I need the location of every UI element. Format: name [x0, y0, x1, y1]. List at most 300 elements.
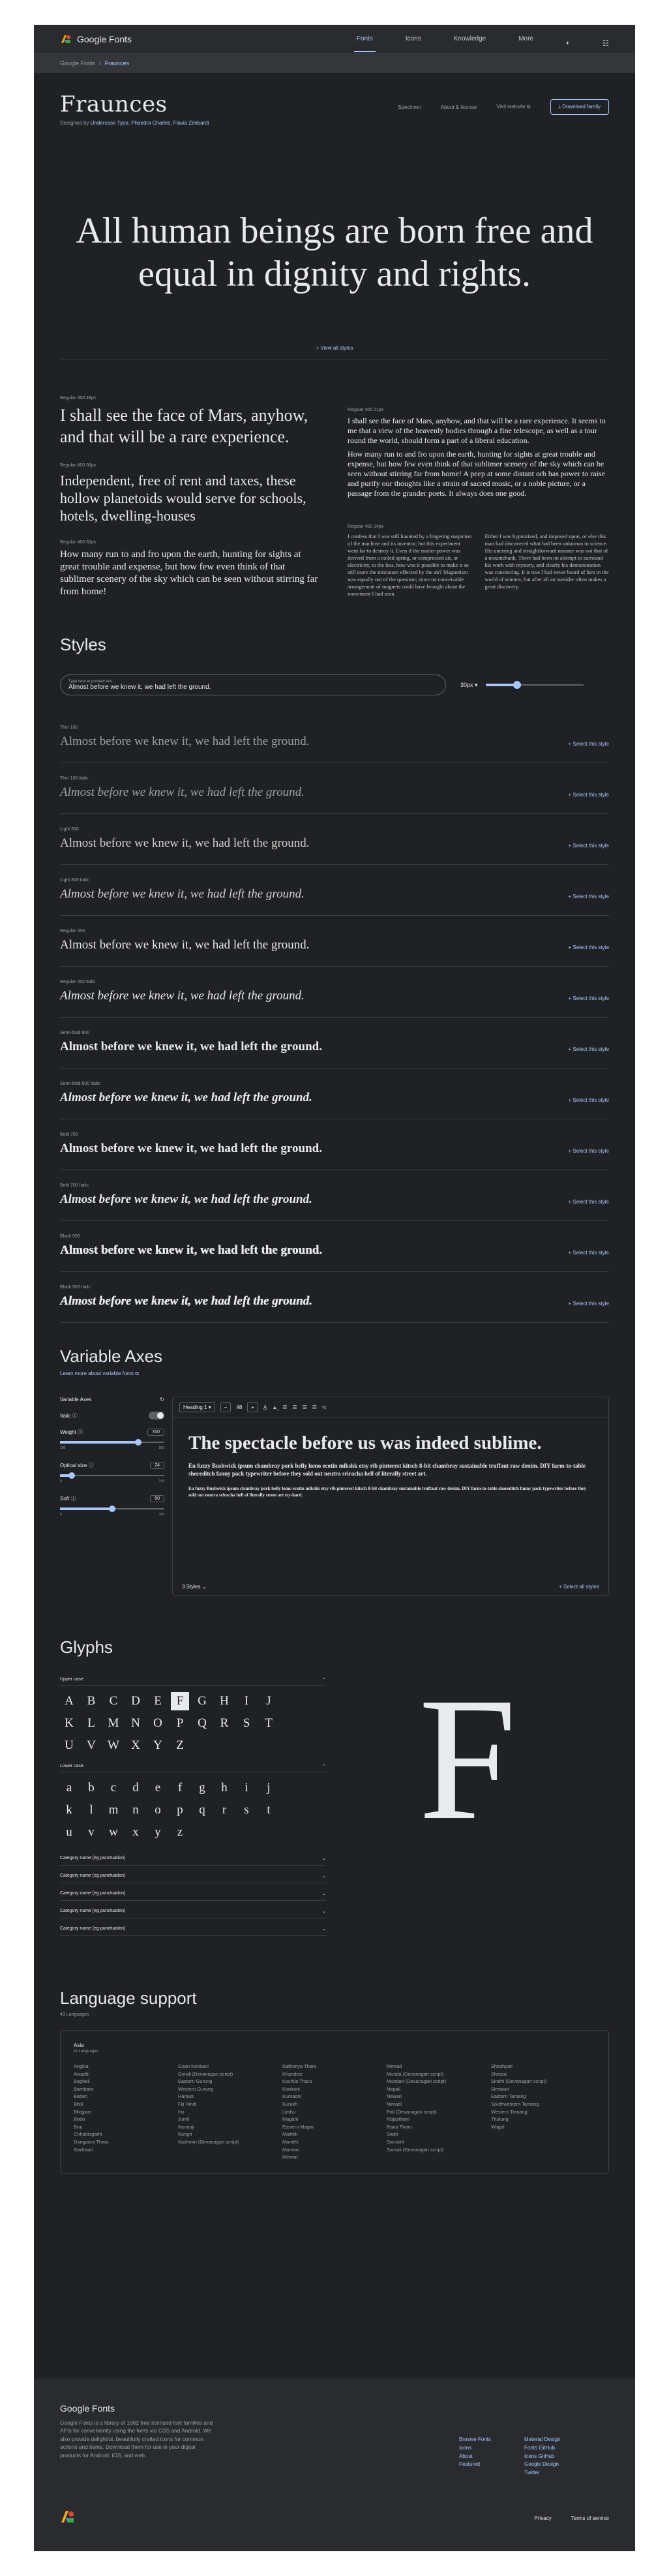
plus-icon: +: [568, 1097, 573, 1103]
glyph-category[interactable]: [60, 1922, 326, 1936]
select-style-label: Select this style: [572, 894, 609, 900]
language-column: [74, 2063, 178, 2161]
glyph-category-label: Category name (eg punctuation): [60, 1926, 126, 1931]
plus-icon: +: [568, 995, 573, 1001]
select-style-button[interactable]: [569, 894, 609, 900]
uppercase-label: Upper case: [60, 1677, 83, 1682]
glyph-cell[interactable]: M: [108, 1716, 119, 1730]
language-item: Garhwali: [74, 2146, 93, 2153]
language-item: Kurukh: [282, 2100, 298, 2107]
variable-axes-panel: [60, 1397, 609, 1596]
language-item: Eastern Tamang: [491, 2093, 526, 2100]
glyphs-section: [34, 1661, 635, 1936]
axes-list: [60, 1429, 164, 1517]
glyph-cell[interactable]: T: [265, 1716, 273, 1730]
select-style-label: Select this style: [572, 1301, 609, 1307]
glyph-cell[interactable]: c: [110, 1781, 117, 1795]
glyph-category[interactable]: [60, 1887, 326, 1901]
glyph-cell[interactable]: k: [66, 1803, 72, 1817]
slider-handle[interactable]: [513, 681, 521, 689]
style-row: [60, 1119, 609, 1170]
language-item: Harauti: [178, 2093, 194, 2100]
glyph-cell[interactable]: S: [243, 1716, 250, 1730]
sample-label: Regular 400 21px: [348, 408, 384, 412]
increase-size-button[interactable]: +: [247, 1402, 258, 1412]
axis-value-input[interactable]: 700: [147, 1429, 164, 1436]
plus-icon: +: [568, 1046, 573, 1052]
axis-slider[interactable]: [60, 1438, 164, 1446]
style-preview: Almost before we knew it, we had left the ground.: [60, 1142, 322, 1155]
glyph-cell[interactable]: N: [131, 1716, 140, 1730]
glyph-cell[interactable]: Q: [198, 1716, 207, 1730]
axis-max: 900: [158, 1446, 164, 1450]
footer-link[interactable]: Fonts GitHub: [524, 2444, 556, 2451]
contrast-icon[interactable]: ◐: [566, 38, 571, 47]
download-label: Download family: [562, 104, 601, 110]
italic-toggle-row: [60, 1412, 164, 1419]
toggle-knob: [157, 1412, 164, 1419]
view-all-styles-button[interactable]: [34, 345, 635, 351]
select-style-button[interactable]: [569, 1301, 609, 1307]
axis-range: [60, 1446, 164, 1450]
info-icon: ⓘ: [72, 1412, 78, 1419]
direction-icon[interactable]: ⇆: [321, 1404, 327, 1410]
font-size-select[interactable]: [460, 682, 478, 689]
glyph-cell[interactable]: v: [88, 1825, 95, 1839]
style-preview: Almost before we knew it, we had left the ground.: [60, 938, 310, 952]
style-preview: Almost before we knew it, we had left the ground.: [60, 887, 305, 901]
select-style-button[interactable]: [569, 1046, 609, 1052]
font-size-slider[interactable]: [486, 680, 584, 690]
language-item: Thulung: [491, 2116, 509, 2123]
decrease-size-button[interactable]: −: [220, 1402, 231, 1412]
slider-fill: [60, 1508, 112, 1510]
glyph-cell[interactable]: G: [198, 1694, 207, 1708]
select-style-button[interactable]: [569, 1250, 609, 1256]
axis-slider[interactable]: [60, 1472, 164, 1479]
plus-icon: +: [568, 1199, 573, 1205]
select-style-label: Select this style: [572, 1250, 609, 1256]
sample-label: Regular 400 48px: [60, 396, 97, 401]
glyph-category[interactable]: [60, 1905, 326, 1918]
axis-control: [60, 1462, 164, 1483]
glyph-cell[interactable]: C: [109, 1694, 118, 1708]
designer-names[interactable]: Undercase Type, Phaedra Charles, Flavia Zimbardi: [90, 120, 209, 126]
axis-name: [60, 1462, 94, 1469]
footer: [34, 2378, 635, 2551]
glyph-cell[interactable]: p: [177, 1803, 183, 1817]
samples-right: [348, 396, 609, 598]
footer-link[interactable]: Icons GitHub: [524, 2453, 555, 2459]
align-right-icon[interactable]: ☰: [302, 1404, 307, 1410]
font-size-value: 30px: [460, 681, 473, 688]
legal-links: [535, 2515, 609, 2521]
axis-min: 0: [60, 1513, 62, 1517]
style-name: Semi-bold 600: [60, 1031, 90, 1035]
plus-icon: +: [558, 1584, 562, 1590]
style-row: [60, 763, 609, 814]
footer-links: [459, 2436, 589, 2478]
sample-label: Regular 400 14px: [348, 524, 384, 529]
styles-list: [34, 712, 635, 1323]
select-style-button[interactable]: [569, 1148, 609, 1154]
glyph-cell[interactable]: V: [87, 1738, 96, 1752]
language-item: Khandesi: [282, 2070, 303, 2077]
uppercase-grid: [60, 1686, 326, 1761]
preview-field-label: Type here to preview text: [68, 679, 113, 684]
glyph-cell[interactable]: g: [199, 1781, 205, 1795]
slider-handle[interactable]: [135, 1439, 141, 1446]
axis-value-input[interactable]: 50: [150, 1495, 164, 1502]
size-value: 48: [236, 1404, 243, 1410]
language-item: Mewati: [387, 2063, 402, 2069]
chevron-down-icon: ⌄: [322, 1856, 326, 1861]
terms-link[interactable]: Terms of service: [571, 2515, 609, 2521]
about-license-link[interactable]: About & license: [440, 104, 477, 110]
heading-select[interactable]: Heading 1 ▾: [179, 1402, 215, 1412]
nav-knowledge[interactable]: Knowledge: [453, 35, 486, 42]
sample-columns: [348, 533, 609, 598]
variable-preview-footer: [182, 1584, 599, 1590]
preview-text-input[interactable]: [60, 674, 446, 695]
google-logo-icon: [60, 2509, 76, 2528]
footer-link[interactable]: Material Design: [524, 2436, 561, 2442]
glyph-category[interactable]: [60, 1870, 326, 1883]
style-row: [60, 712, 609, 763]
sample-label: Regular 400 36px: [60, 463, 97, 468]
select-style-button[interactable]: [569, 792, 609, 798]
glyph-cell[interactable]: E: [154, 1694, 162, 1708]
select-style-button[interactable]: [569, 945, 609, 950]
language-column: [387, 2063, 491, 2161]
footer-brand: Google Fonts: [60, 2403, 115, 2414]
language-item: Sheshpoti: [491, 2063, 513, 2069]
style-row: [60, 814, 609, 865]
axis-range: [60, 1513, 164, 1517]
axis-range: [60, 1479, 164, 1483]
language-item: Magahi: [282, 2116, 299, 2123]
language-item: Goan Konkani: [178, 2063, 209, 2069]
axis-name: [60, 1495, 76, 1502]
glyph-cell[interactable]: L: [87, 1716, 95, 1730]
language-item: Sherpa: [491, 2070, 507, 2077]
footer-link[interactable]: About: [459, 2453, 473, 2459]
main-nav: [354, 25, 609, 52]
chevron-down-icon: ⌄: [322, 1927, 326, 1932]
reset-icon[interactable]: ↻: [160, 1397, 164, 1402]
language-item: Eastern Magar: [282, 2123, 314, 2130]
sample-text: How many run to and fro upon the earth, hunting for sights at great trouble and expense, but how few even think of that sublimer scenery of the sky which can be seen without stirring far from home! A peep at some distant orb has power to raise and purify our thoughts like a strain of sacred music, or a noble picture, or a passage from the grander poets. It always does one good.: [348, 449, 605, 498]
glyph-cell[interactable]: n: [132, 1803, 139, 1817]
select-style-button[interactable]: [569, 741, 609, 747]
glyph-cell[interactable]: H: [220, 1694, 229, 1708]
glyph-cell[interactable]: j: [267, 1781, 271, 1795]
glyph-cell[interactable]: l: [89, 1803, 93, 1817]
language-item: Rana Tharu: [387, 2123, 412, 2130]
slider-handle[interactable]: [68, 1472, 75, 1479]
axis-label-row: [60, 1495, 164, 1502]
variable-axes-title: Variable Axes: [60, 1346, 163, 1366]
style-preview: Almost before we knew it, we had left the ground.: [60, 1243, 322, 1257]
glyph-cell[interactable]: W: [108, 1738, 119, 1752]
select-style-label: Select this style: [572, 995, 609, 1001]
language-columns: [74, 2063, 595, 2161]
styles-count[interactable]: [182, 1584, 206, 1590]
glyph-cell[interactable]: A: [65, 1694, 74, 1708]
glyphs-title: Glyphs: [60, 1637, 113, 1657]
style-preview: Almost before we knew it, we had left the ground.: [60, 735, 310, 748]
style-preview: Almost before we knew it, we had left the ground.: [60, 989, 305, 1003]
align-justify-icon[interactable]: ☰: [312, 1404, 317, 1410]
specimen-link[interactable]: Specimen: [398, 104, 421, 110]
chevron-down-icon: ⌄: [322, 1892, 326, 1896]
family-name: Fraunces: [60, 91, 168, 117]
language-item: Nimadi: [387, 2100, 402, 2107]
language-item: Fiji Hindi: [178, 2100, 197, 2107]
axes-panel-header: [60, 1397, 164, 1402]
glyph-category-label: Category name (eg punctuation): [60, 1909, 126, 1913]
style-preview: Almost before we knew it, we had left the ground.: [60, 1040, 322, 1053]
language-item: Marathi: [282, 2138, 299, 2145]
glyph-cell[interactable]: a: [66, 1781, 72, 1795]
style-name: Regular 400 Italic: [60, 980, 96, 984]
plus-icon: +: [568, 792, 573, 798]
glyph-cell[interactable]: s: [244, 1803, 249, 1817]
style-name: Black 900: [60, 1234, 80, 1239]
glyph-cell[interactable]: r: [222, 1803, 227, 1817]
glyph-cell[interactable]: w: [109, 1825, 118, 1839]
align-left-icon[interactable]: ☰: [282, 1404, 288, 1410]
glyph-cell[interactable]: J: [266, 1694, 271, 1708]
select-style-button[interactable]: [569, 995, 609, 1001]
styles-count-label: 3 Styles: [182, 1584, 201, 1590]
axis-control: [60, 1429, 164, 1450]
axis-value-input[interactable]: 24: [150, 1462, 164, 1469]
style-preview: Almost before we knew it, we had left the ground.: [60, 836, 310, 850]
glyph-cell[interactable]: O: [153, 1716, 162, 1730]
footer-link[interactable]: Browse Fonts: [459, 2436, 491, 2442]
style-row: [60, 1068, 609, 1119]
glyph-cell[interactable]: b: [88, 1781, 95, 1795]
select-style-button[interactable]: [569, 843, 609, 849]
glyph-cell[interactable]: F: [171, 1692, 189, 1710]
plus-icon: +: [568, 945, 573, 950]
select-style-button[interactable]: [569, 1097, 609, 1103]
glyph-cell[interactable]: x: [132, 1825, 139, 1839]
variable-sample-paragraph: Eu fuzzy Bushwick ipsum chambray pork belly lomo ecotin mlkshk etsy rib pinterest kitsch 8-bit chambray sustainable truffaut raw denim. DIY farm-to-table shoreditch fanny pack typewriter before they sold out neutra sriracha hell of literally street art.: [188, 1462, 586, 1477]
axis-name-text: Optical size: [60, 1462, 87, 1468]
select-style-label: Select this style: [572, 1097, 609, 1103]
glyph-category-label: Category name (eg punctuation): [60, 1891, 126, 1896]
slider-fill: [486, 684, 517, 686]
language-item: Angika: [74, 2063, 89, 2069]
glyph-cell[interactable]: d: [132, 1781, 139, 1795]
language-item: Kumaoni: [282, 2093, 302, 2100]
sample-text: I shall see the face of Mars, anyhow, and that will be a rare experience. It seems to me that a view of the heavenly bodies through a fine telescope, as well as a tour round the world, should form a part of a liberal education.: [348, 416, 606, 445]
select-style-label: Select this style: [572, 843, 609, 849]
glyph-cell[interactable]: Y: [153, 1738, 162, 1752]
style-name: Bold 700: [60, 1132, 78, 1137]
axis-control: [60, 1495, 164, 1517]
language-item: Jumli: [178, 2116, 190, 2123]
sample-label: Regular 400 32px: [60, 540, 97, 545]
glyph-category[interactable]: [60, 1852, 326, 1866]
style-name: Light 300 Italic: [60, 878, 90, 883]
plus-icon: +: [316, 345, 320, 351]
chevron-down-icon: ▾: [475, 681, 478, 688]
sample-text: I shall see the face of Mars, anyhow, and that will be a rare experience.: [60, 406, 308, 446]
sample-column: Either I was hypnotized, and imposed upon, or else this man had discovered what had been unknown to science. His unerring and straightforward manner was not that of a mountebank. There had been no attempt to surround his work with mystery, and clearly his demonstration was convincing. It is true I had never heard of him in the world of science, but after all an outsider often makes a great discovery.: [484, 534, 609, 590]
language-item: Western Gurung: [178, 2085, 214, 2092]
info-icon: ⓘ: [76, 1429, 83, 1435]
style-name: Bold 700 Italic: [60, 1183, 89, 1188]
glyph-cell[interactable]: D: [131, 1694, 140, 1708]
type-samples: [34, 359, 635, 598]
highlight-icon[interactable]: ▲̲: [272, 1404, 278, 1410]
footer-bottom: [60, 2509, 609, 2528]
sample-text: Independent, free of rent and taxes, these hollow planetoids would serve for schools, hotels, dwelling-houses: [60, 472, 306, 524]
align-center-icon[interactable]: ☰: [292, 1404, 297, 1410]
glyph-cell[interactable]: B: [87, 1694, 96, 1708]
glyph-cell[interactable]: z: [177, 1825, 183, 1839]
breadcrumb-root[interactable]: Google Fonts: [60, 60, 96, 67]
glyph-groups: [60, 1674, 326, 1936]
glyph-cell[interactable]: X: [131, 1738, 140, 1752]
language-item: Pali (Devanagari script): [387, 2108, 437, 2115]
language-item: Bambara: [74, 2085, 93, 2092]
glyph-cell[interactable]: q: [199, 1803, 205, 1817]
select-all-styles-button[interactable]: [559, 1584, 599, 1590]
language-count: 43 Languages: [60, 2012, 89, 2017]
glyph-cell[interactable]: Z: [176, 1738, 184, 1752]
glyph-cell[interactable]: i: [245, 1781, 248, 1795]
glyph-cell[interactable]: K: [65, 1716, 74, 1730]
style-row: [60, 1018, 609, 1068]
select-style-button[interactable]: [569, 1199, 609, 1205]
nav-more[interactable]: More: [518, 35, 533, 42]
language-item: Santali (Devanagari script): [387, 2146, 444, 2153]
brand-logo[interactable]: [60, 33, 132, 45]
glyph-cell[interactable]: R: [220, 1716, 229, 1730]
footer-column: [459, 2436, 524, 2478]
italic-toggle[interactable]: [149, 1412, 164, 1419]
footer-link[interactable]: Icons: [459, 2444, 472, 2451]
glyph-cell[interactable]: f: [177, 1781, 183, 1795]
nav-icons[interactable]: Icons: [405, 35, 421, 42]
breadcrumb-separator: /: [99, 60, 101, 67]
select-style-label: Select this style: [572, 792, 609, 798]
download-family-button[interactable]: [550, 99, 609, 115]
style-name: Thin 100: [60, 725, 78, 730]
footer-link[interactable]: Google Design: [524, 2461, 559, 2468]
visit-website-link[interactable]: [496, 104, 530, 110]
glyph-cell[interactable]: m: [108, 1803, 119, 1817]
open-external-icon: ⧉: [526, 104, 531, 110]
nav-fonts[interactable]: Fonts: [354, 25, 376, 52]
select-style-label: Select this style: [572, 1199, 609, 1205]
family-links: [398, 99, 609, 115]
language-item: Nepali: [387, 2085, 400, 2092]
glyph-cell[interactable]: y: [155, 1825, 161, 1839]
language-item: Kanauji: [178, 2123, 194, 2130]
uppercase-header[interactable]: [60, 1674, 326, 1686]
variable-fonts-link[interactable]: [34, 1371, 635, 1377]
breadcrumb: [34, 53, 635, 73]
lowercase-header[interactable]: [60, 1761, 326, 1772]
sample-text: How many run to and fro upon the earth, hunting for sights at great trouble and expense, but how few even think of that sublimer scenery of the sky which can be seen without stirring far from home!: [60, 549, 318, 597]
axis-min: 100: [60, 1446, 66, 1450]
privacy-link[interactable]: Privacy: [534, 2515, 552, 2521]
region-language-count: xx Languages: [74, 2050, 98, 2053]
variable-preview: [172, 1397, 609, 1596]
style-row: [60, 865, 609, 916]
app-window: [34, 25, 635, 2551]
language-item: Kashmiri (Devanagari script): [178, 2138, 239, 2145]
footer-link[interactable]: Featured: [459, 2461, 481, 2468]
top-nav: [34, 25, 635, 53]
style-row: [60, 1221, 609, 1272]
language-item: Gondi (Devanagari script): [178, 2070, 233, 2077]
glyph-cell[interactable]: h: [221, 1781, 228, 1795]
language-item: Sanskrit: [387, 2138, 404, 2145]
language-item: Bodo: [74, 2116, 85, 2123]
select-style-label: Select this style: [572, 1046, 609, 1052]
style-preview: Almost before we knew it, we had left the ground.: [60, 1192, 312, 1206]
glyph-cell[interactable]: e: [155, 1781, 161, 1795]
axis-name-text: Soft: [60, 1496, 70, 1502]
language-column: [282, 2063, 387, 2161]
glyph-cell[interactable]: I: [244, 1694, 249, 1708]
plus-icon: +: [568, 1301, 573, 1307]
preview-field-value: Almost before we knew it, we had left the ground.: [68, 683, 211, 691]
language-support-title: Language support: [60, 1988, 197, 2008]
region-name: Asia: [74, 2042, 84, 2048]
language-column: [178, 2063, 282, 2161]
designer-line: [60, 120, 209, 126]
language-item: Mundari (Devanagari script): [387, 2078, 447, 2085]
chevron-down-icon: ⌄: [322, 1874, 326, 1879]
footer-link[interactable]: Twitter: [524, 2470, 540, 2476]
language-item: Konkani: [282, 2085, 300, 2092]
heading-select-label: Heading 1: [183, 1404, 207, 1410]
glyph-cell[interactable]: t: [267, 1803, 271, 1817]
info-icon: ⓘ: [87, 1462, 94, 1468]
slider-handle[interactable]: [109, 1506, 115, 1512]
language-region-card: [60, 2030, 609, 2174]
glyph-cell[interactable]: o: [155, 1803, 161, 1817]
glyph-cell[interactable]: U: [65, 1738, 74, 1752]
select-all-label: Select all styles: [563, 1584, 599, 1590]
apps-icon[interactable]: ☷: [602, 39, 609, 48]
breadcrumb-current: Fraunces: [104, 60, 130, 67]
axis-max: 144: [158, 1479, 164, 1483]
slider-fill: [60, 1441, 138, 1444]
glyph-cell[interactable]: u: [66, 1825, 72, 1839]
language-item: Newari: [387, 2093, 402, 2100]
style-name: Light 300: [60, 827, 79, 832]
axis-slider[interactable]: [60, 1505, 164, 1513]
glyph-cell[interactable]: P: [176, 1716, 184, 1730]
glyph-categories: [60, 1852, 326, 1936]
axis-name-text: Weight: [60, 1429, 76, 1435]
language-item: Braj: [74, 2123, 83, 2130]
download-icon: ⤓: [558, 104, 561, 110]
text-color-icon[interactable]: A̲: [263, 1404, 267, 1410]
language-item: Chhattisgarhi: [74, 2131, 102, 2138]
axes-controls: [60, 1397, 164, 1596]
style-row: [60, 967, 609, 1018]
family-header: [34, 73, 635, 126]
